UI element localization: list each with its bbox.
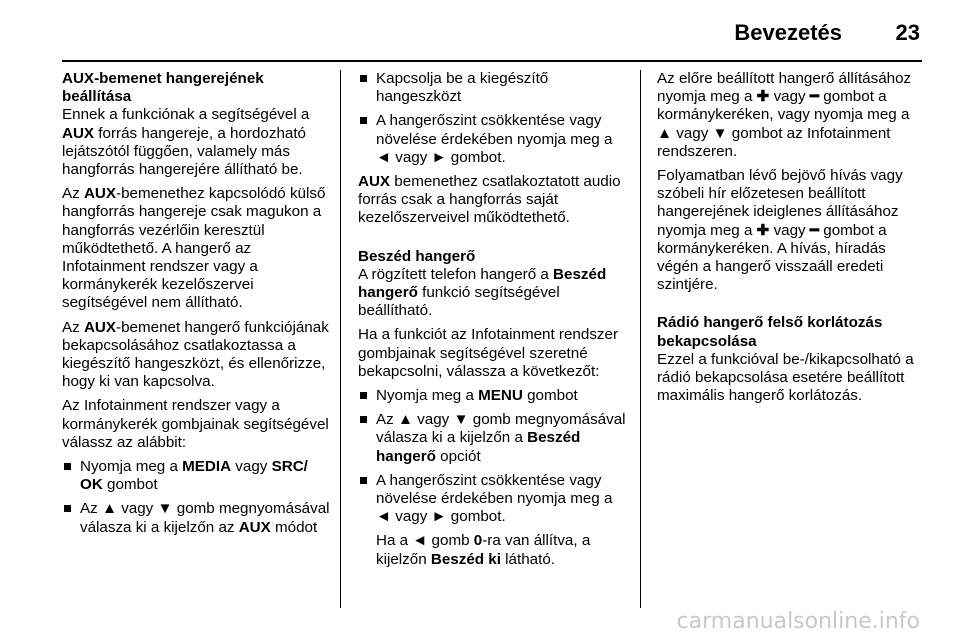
bullet-square-icon bbox=[360, 75, 367, 82]
text: funkció segítségével beállítható. bbox=[358, 284, 560, 320]
column-1 bbox=[62, 70, 330, 543]
text: A rögzített telefon hangerő a bbox=[358, 265, 554, 283]
bold-term: AUX bbox=[62, 124, 95, 142]
section-title: Bevezetés bbox=[734, 20, 842, 45]
section-heading-radio-volume-limit: Rádió hangerő felső korlátozás bekapcsolása bbox=[657, 314, 883, 350]
watermark: carmanualsonline.info bbox=[676, 609, 920, 634]
text: Ha a ◄ gomb bbox=[376, 532, 474, 550]
page-number: 23 bbox=[895, 20, 920, 45]
column-divider-1 bbox=[340, 70, 341, 608]
text: módot bbox=[270, 518, 318, 536]
bold-term: Beszéd hangerő bbox=[376, 429, 581, 465]
text: Kapcsolja be a kiegészítő hangeszközt bbox=[376, 70, 549, 106]
plus-icon: ✚ bbox=[756, 88, 770, 106]
list-item bbox=[358, 387, 630, 405]
text: vagy bbox=[769, 88, 810, 106]
paragraph bbox=[657, 70, 927, 161]
bold-term: MENU bbox=[478, 387, 523, 405]
paragraph: Az Infotainment rendszer vagy a kormánykerék gombjainak segítségével válassz az alábbit: bbox=[62, 397, 329, 451]
text: A hangerőszint csökkentése vagy növelése érdekében nyomja meg a ◄ vagy ► gombot. bbox=[376, 112, 613, 166]
section-heading-speech-volume: Beszéd hangerő bbox=[358, 247, 476, 265]
bullet-square-icon bbox=[64, 463, 71, 470]
list-item bbox=[62, 500, 330, 536]
text: opciót bbox=[435, 447, 481, 465]
text: Az bbox=[62, 318, 84, 336]
bold-term: AUX bbox=[238, 518, 271, 536]
paragraph bbox=[358, 173, 630, 228]
bold-term: AUX bbox=[83, 318, 117, 336]
text: gombot bbox=[522, 387, 578, 405]
text: Folyamatban lévő bejövő hívás vagy szóbeli hír előzetesen beállított hangerejének ideiglenes állításához nyomja meg a bbox=[657, 167, 903, 239]
list-item bbox=[62, 458, 330, 494]
text: gombot bbox=[102, 476, 158, 494]
bold-term: SRC/ OK bbox=[80, 458, 308, 494]
page-header bbox=[0, 0, 960, 60]
text: bemenethez csatlakoztatott audio forrás csak a hangforrás saját kezelőszerveivel működtethető. bbox=[358, 173, 621, 227]
column-3 bbox=[657, 70, 927, 411]
text: Az bbox=[62, 185, 84, 203]
text: forrás hangereje, a hordozható lejátszótól függően, valamely más hangforrás hangerejére állítható be. bbox=[62, 124, 306, 179]
list-item bbox=[358, 70, 630, 106]
bullet-square-icon bbox=[360, 477, 367, 484]
text: -ra van állítva, a kijelzőn bbox=[376, 532, 591, 568]
paragraph bbox=[62, 106, 330, 179]
text: Az előre beállított hangerő állításához nyomja meg a bbox=[657, 70, 912, 106]
text: Az ▲ vagy ▼ gomb megnyomásával válasza ki a kijelzőn a bbox=[376, 411, 626, 447]
bold-term: Beszéd hangerő bbox=[358, 265, 607, 302]
paragraph bbox=[62, 185, 330, 312]
column-divider-2 bbox=[640, 70, 641, 608]
list-subparagraph bbox=[358, 532, 630, 568]
paragraph bbox=[657, 167, 927, 294]
bold-term: 0 bbox=[473, 532, 483, 550]
minus-icon: ━ bbox=[809, 221, 820, 239]
text: vagy bbox=[769, 221, 810, 239]
paragraph bbox=[62, 319, 330, 392]
paragraph bbox=[358, 266, 630, 321]
text: Nyomja meg a bbox=[80, 458, 183, 476]
bullet-square-icon bbox=[64, 505, 71, 512]
bold-term: AUX bbox=[83, 185, 117, 203]
minus-icon: ━ bbox=[809, 88, 820, 106]
text: gombot a kormánykeréken, vagy nyomja meg a ▲ vagy ▼ gombot az Infotainment rendszeren. bbox=[657, 88, 910, 160]
text: Ennek a funkciónak a segítségével a bbox=[62, 106, 310, 124]
bold-term: AUX bbox=[358, 173, 391, 191]
paragraph: Ha a funkciót az Infotainment rendszer gombjainak segítségével szeretné bekapcsolni, válassza a következőt: bbox=[358, 326, 619, 380]
column-2 bbox=[358, 70, 630, 575]
bold-term: Beszéd ki bbox=[430, 550, 501, 568]
list-item bbox=[358, 112, 630, 167]
text: A hangerőszint csökkentése vagy növelése érdekében nyomja meg a ◄ vagy ► gombot. bbox=[376, 471, 613, 526]
text: vagy bbox=[231, 458, 272, 476]
bold-term: MEDIA bbox=[182, 458, 232, 476]
bullet-square-icon bbox=[360, 117, 367, 124]
text: Nyomja meg a bbox=[376, 387, 479, 405]
spacer bbox=[358, 234, 630, 248]
bullet-square-icon bbox=[360, 392, 367, 399]
header-rule bbox=[62, 60, 922, 62]
section-heading-aux-volume: AUX-bemenet hangerejének beállítása bbox=[62, 70, 264, 106]
spacer bbox=[657, 300, 927, 314]
paragraph: Ezzel a funkcióval be-/kikapcsolható a rádió bekapcsolása esetére beállított maximális hangerő korlátozás. bbox=[657, 350, 914, 405]
text: gombot a kormánykeréken. A hívás, híradás végén a hangerő visszaáll eredeti szintjére. bbox=[657, 221, 887, 294]
text: Az ▲ vagy ▼ gomb megnyomásával válasza ki a kijelzőn az bbox=[80, 500, 330, 536]
plus-icon: ✚ bbox=[756, 221, 770, 239]
list-item bbox=[358, 411, 630, 466]
text: -bemenethez kapcsolódó külső hangforrás hangereje csak magukon a hangforrás vezérlőin keresztül működtethető. A hangerő az Infotainment rendszer vagy a kormánykerék kezelőszervei segítségével nem állítható. bbox=[62, 185, 326, 312]
text: -bemenet hangerő funkciójának bekapcsolásához csatlakoztassa a kiegészítő hangeszközt, és ellenőrizze, hogy ki van kapcsolva. bbox=[62, 318, 329, 391]
bullet-square-icon bbox=[360, 416, 367, 423]
list-item bbox=[358, 472, 630, 527]
text: látható. bbox=[500, 550, 555, 568]
